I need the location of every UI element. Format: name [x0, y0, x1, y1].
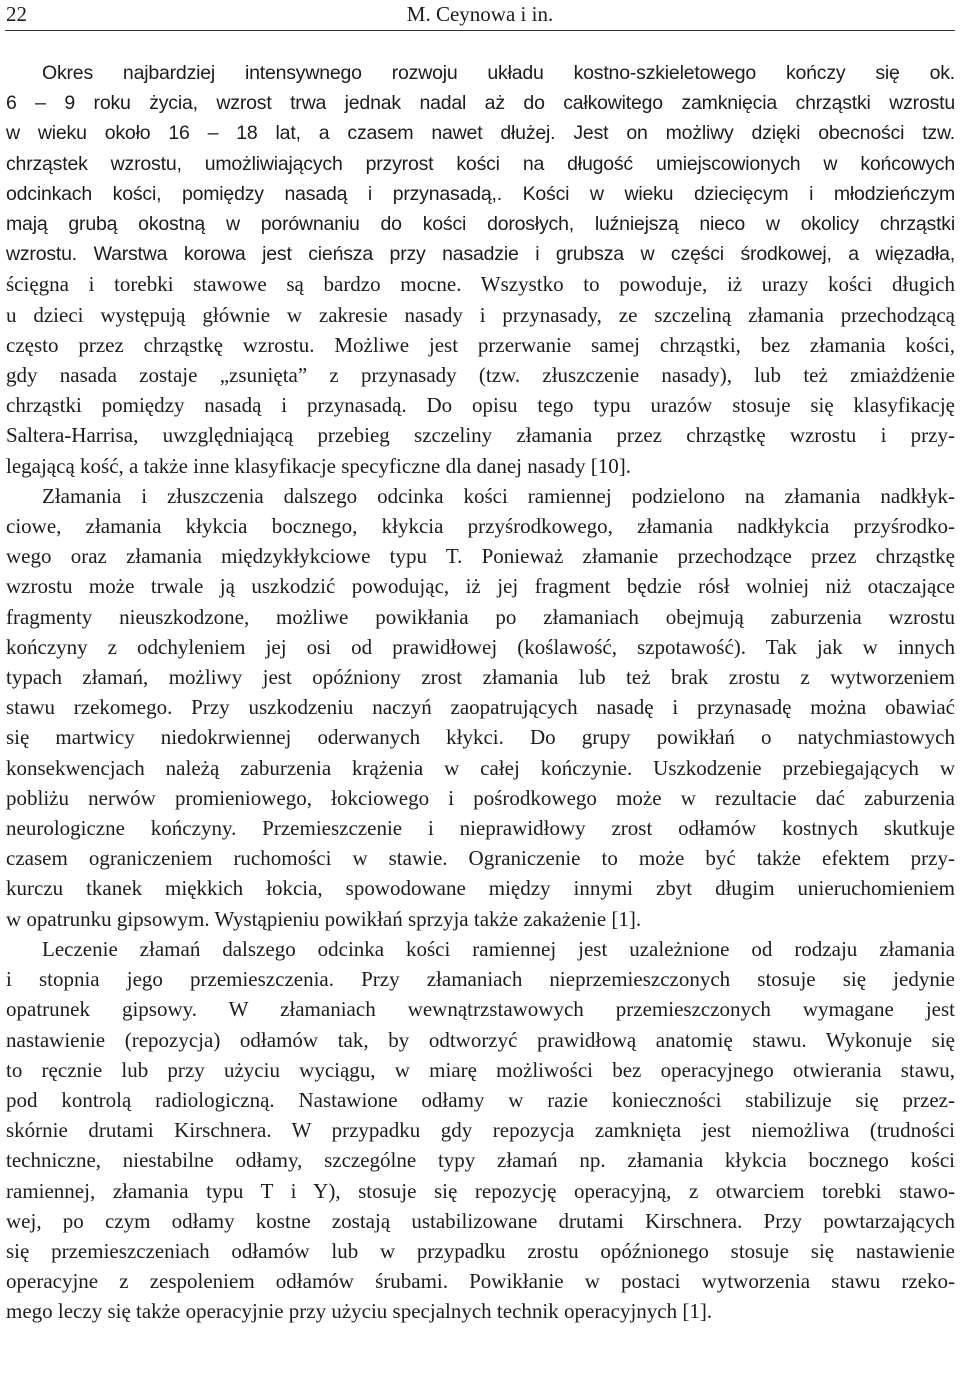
text-line: to ręcznie lub przy użyciu wyciągu, w miarę możliwości bez operacyjnego otwierania stawu, — [6, 1057, 955, 1082]
text-line: skórnie drutami Kirschnera. W przypadku gdy repozycja zamknięta jest niemożliwa (trudności — [6, 1118, 955, 1143]
text-line: konsekwencjach należą zaburzenia krążenia w całej kończynie. Uszkodzenie przebiegających w — [6, 755, 955, 780]
text-line: stawu rzekomego. Przy uszkodzeniu naczyń zaopatrujących nasadę i przynasadę można obawiać — [6, 695, 955, 720]
text-line: wzrostu. Warstwa korowa jest cieńsza przy nasadzie i grubsza w części środkowej, a więzadła, — [6, 243, 955, 266]
text-line: kurczu tkanek miękkich łokcia, spowodowane między innymi zbyt długim unieruchomieniem — [6, 876, 955, 901]
text-line: legającą kość, a także inne klasyfikacje specyficzne dla danej nasady [10]. — [6, 453, 632, 478]
text-line: w wieku około 16 – 18 lat, a czasem nawet dłużej. Jest on możliwy dzięki obecności tzw. — [6, 122, 955, 145]
text-line: wzrostu może trwale ją uszkodzić powodując, iż jej fragment będzie rósł wolniej niż otaczające — [6, 574, 955, 599]
paragraph-3 — [6, 934, 955, 1327]
text-line: często przez chrząstkę wzrostu. Możliwe jest przerwanie samej chrząstki, bez złamania kości, — [6, 332, 955, 357]
text-line: operacyjne z zespoleniem odłamów śrubami. Powikłanie w postaci wytworzenia stawu rzeko- — [6, 1269, 955, 1294]
text-line: nastawienie (repozycja) odłamów tak, by odtworzyć prawidłową anatomię stawu. Wykonuje się — [6, 1027, 955, 1052]
text-line: Złamania i złuszczenia dalszego odcinka kości ramiennej podzielono na złamania nadkłyk- — [42, 483, 955, 508]
text-line: i stopnia jego przemieszczenia. Przy złamaniach nieprzemieszczonych stosuje się jedynie — [6, 967, 955, 992]
text-line: gdy nasada zostaje „zsunięta” z przynasady (tzw. złuszczenie nasady), lub też zmiażdżenie — [6, 363, 955, 388]
paragraph-1 — [6, 58, 955, 481]
text-line: typach złamań, możliwy jest opóźniony zrost złamania lub też brak zrostu z wytworzeniem — [6, 665, 955, 690]
text-line: Leczenie złamań dalszego odcinka kości ramiennej jest uzależnione od rodzaju złamania — [42, 936, 955, 961]
text-line: pod kontrolą radiologiczną. Nastawione odłamy w razie konieczności stabilizuje się przez- — [6, 1087, 955, 1112]
text-line: mają grubą okostną w porównaniu do kości dorosłych, luźniejszą nieco w okolicy chrząstki — [6, 213, 955, 236]
text-line: odcinkach kości, pomiędzy nasadą i przynasadą,. Kości w wieku dziecięcym i młodzieńczym — [6, 182, 955, 205]
text-line: wej, po czym odłamy kostne zostają ustabilizowane drutami Kirschnera. Przy powtarzających — [6, 1208, 955, 1233]
text-line: neurologiczne kończyny. Przemieszczenie i nieprawidłowy zrost odłamów kostnych skutkuje — [6, 816, 955, 841]
text-line: kończyny z odchyleniem jej osi od prawidłowej (koślawość, szpotawość). Tak jak w innych — [6, 634, 955, 659]
page-number: 22 — [6, 2, 27, 26]
text-line: ciowe, złamania kłykcia bocznego, kłykcia przyśrodkowego, złamania nadkłykcia przyśrodko- — [6, 514, 955, 539]
text-line: Okres najbardziej intensywnego rozwoju układu kostno-szkieletowego kończy się ok. — [42, 62, 955, 84]
text-line: się przemieszczeniach odłamów lub w przypadku zrostu opóźnionego stosuje się nastawienie — [6, 1238, 955, 1263]
text-line: wego oraz złamania międzykłykciowe typu T. Ponieważ złamanie przechodzące przez chrząstkę — [6, 544, 955, 569]
text-line: fragmenty nieuszkodzone, możliwe powikłania po złamaniach obejmują zaburzenia wzrostu — [6, 604, 955, 629]
text-line: u dzieci występują głównie w zakresie nasady i przynasady, ze szczeliną złamania przechodzącą — [6, 302, 955, 327]
text-line: 6 – 9 roku życia, wzrost trwa jednak nadal aż do całkowitego zamknięcia chrząstki wzrostu — [6, 92, 955, 115]
text-line: chrząstki pomiędzy nasadą i przynasadą. Do opisu tego typu urazów stosuje się klasyfikację — [6, 393, 955, 418]
text-line: czasem ograniczeniem ruchomości w stawie. Ograniczenie to może być także efektem przy- — [6, 846, 955, 871]
text-line: się martwicy niedokrwiennej oderwanych kłykci. Do grupy powikłań o natychmiastowych — [6, 725, 955, 750]
text-line: w opatrunku gipsowym. Wystąpieniu powikłań sprzyja także zakażenie [1]. — [6, 906, 642, 931]
text-line: techniczne, niestabilne odłamy, szczególne typy złamań np. złamania kłykcia bocznego kości — [6, 1148, 955, 1173]
header-rule — [5, 30, 955, 31]
running-header: M. Ceynowa i in. — [406, 2, 554, 26]
text-line: pobliżu nerwów promieniowego, łokciowego i pośrodkowego może w rezultacie dać zaburzenia — [6, 785, 955, 810]
text-line: opatrunek gipsowy. W złamaniach wewnątrzstawowych przemieszczonych wymagane jest — [6, 997, 955, 1022]
text-line: mego leczy się także operacyjnie przy użyciu specjalnych technik operacyjnych [1]. — [6, 1299, 713, 1324]
paragraph-2 — [6, 481, 955, 934]
text-line: chrząstek wzrostu, umożliwiających przyrost kości na długość umiejscowionych w końcowych — [6, 152, 955, 175]
text-line: ramiennej, złamania typu T i Y), stosuje się repozycję operacyjną, z otwarciem torebki stawo- — [6, 1178, 955, 1203]
text-line: ścięgna i torebki stawowe są bardzo mocne. Wszystko to powoduje, iż urazy kości długich — [6, 272, 955, 297]
text-line: Saltera-Harrisa, uwzględniającą przebieg szczeliny złamania przez chrząstkę wzrostu i przy- — [6, 423, 955, 448]
body-text — [6, 58, 955, 1327]
